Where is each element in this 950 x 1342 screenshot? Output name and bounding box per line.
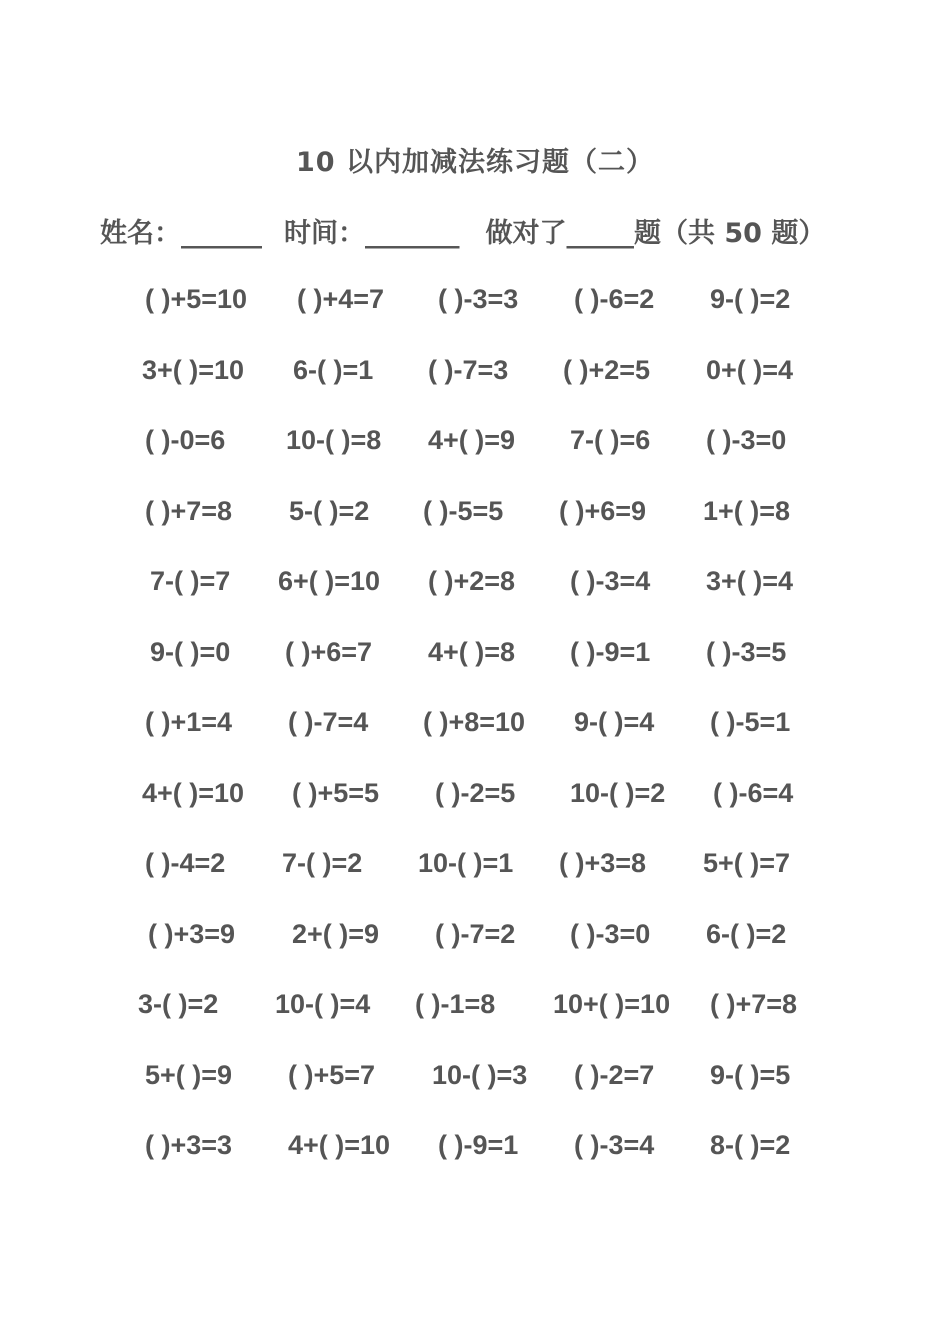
math-problem: ( )-6=4 xyxy=(713,778,794,808)
math-problem: ( )-3=3 xyxy=(438,284,519,314)
math-problem: 2+( )=9 xyxy=(292,919,380,949)
math-problem: ( )+3=8 xyxy=(559,848,647,878)
math-problem: 5-( )=2 xyxy=(289,496,370,526)
math-problem: ( )+5=7 xyxy=(288,1060,376,1090)
math-problem: ( )-3=5 xyxy=(706,637,787,667)
worksheet-title: 10 以内加减法练习题（二） xyxy=(296,147,654,178)
math-problem: ( )-5=1 xyxy=(710,707,791,737)
math-problem: ( )+1=4 xyxy=(145,707,233,737)
math-problem: ( )-4=2 xyxy=(145,848,226,878)
math-problem: ( )+2=8 xyxy=(428,566,516,596)
math-problem: ( )+5=10 xyxy=(145,284,248,314)
math-problem: 4+( )=10 xyxy=(288,1130,391,1160)
math-problem: ( )+5=5 xyxy=(292,778,380,808)
math-problem: ( )-2=7 xyxy=(574,1060,655,1090)
math-problem: 10+( )=10 xyxy=(553,989,671,1019)
math-problem: ( )+7=8 xyxy=(145,496,233,526)
math-problem: ( )-7=2 xyxy=(435,919,516,949)
math-problem: 4+( )=10 xyxy=(142,778,245,808)
math-problem: 3+( )=10 xyxy=(142,355,245,385)
math-problem: 7-( )=6 xyxy=(570,425,651,455)
math-problem: ( )+7=8 xyxy=(710,989,798,1019)
math-problem: ( )+3=9 xyxy=(148,919,236,949)
math-problem: ( )-3=4 xyxy=(570,566,651,596)
math-problem: 8-( )=2 xyxy=(710,1130,791,1160)
math-problem: 10-( )=3 xyxy=(432,1060,528,1090)
math-problem: 1+( )=8 xyxy=(703,496,791,526)
math-problem: 3-( )=2 xyxy=(138,989,219,1019)
math-problem: 10-( )=8 xyxy=(286,425,382,455)
math-problem: 9-( )=2 xyxy=(710,284,791,314)
math-problem: 7-( )=7 xyxy=(150,566,231,596)
math-problem: ( )+6=9 xyxy=(559,496,647,526)
math-problem: ( )-7=3 xyxy=(428,355,509,385)
math-problem: ( )+2=5 xyxy=(563,355,651,385)
math-problem: 6+( )=10 xyxy=(278,566,381,596)
math-problem: 4+( )=9 xyxy=(428,425,516,455)
math-problem: ( )+8=10 xyxy=(423,707,526,737)
math-problem: ( )-9=1 xyxy=(438,1130,519,1160)
math-problem: 7-( )=2 xyxy=(282,848,363,878)
math-problem: ( )-1=8 xyxy=(415,989,496,1019)
math-problem: ( )-7=4 xyxy=(288,707,369,737)
math-problem: 0+( )=4 xyxy=(706,355,794,385)
math-problem: ( )+6=7 xyxy=(285,637,373,667)
math-problem: ( )-0=6 xyxy=(145,425,226,455)
math-problem: ( )-3=0 xyxy=(706,425,787,455)
math-problem: 6-( )=1 xyxy=(293,355,374,385)
math-problem: ( )+4=7 xyxy=(297,284,385,314)
score-field-label: 做对了_____题（共 50 题） xyxy=(485,218,826,249)
math-problem: 6-( )=2 xyxy=(706,919,787,949)
math-problem: ( )-3=0 xyxy=(570,919,651,949)
math-problem: 5+( )=7 xyxy=(703,848,791,878)
math-problem: 10-( )=1 xyxy=(418,848,514,878)
name-field-label: 姓名：______ xyxy=(100,218,262,249)
math-problem: 4+( )=8 xyxy=(428,637,516,667)
math-problem: 9-( )=5 xyxy=(710,1060,791,1090)
math-problem: ( )-2=5 xyxy=(435,778,516,808)
math-problem: 5+( )=9 xyxy=(145,1060,233,1090)
math-problem: ( )-3=4 xyxy=(574,1130,655,1160)
math-problem: 3+( )=4 xyxy=(706,566,794,596)
math-problem: ( )-9=1 xyxy=(570,637,651,667)
math-problem: ( )+3=3 xyxy=(145,1130,233,1160)
student-info-line xyxy=(100,211,880,250)
math-problem: 9-( )=4 xyxy=(574,707,655,737)
math-problem: 10-( )=2 xyxy=(570,778,666,808)
math-problem: 10-( )=4 xyxy=(275,989,371,1019)
math-problem: ( )-5=5 xyxy=(423,496,504,526)
time-field-label: 时间：_______ xyxy=(284,218,460,249)
math-problem: 9-( )=0 xyxy=(150,637,231,667)
math-problem: ( )-6=2 xyxy=(574,284,655,314)
